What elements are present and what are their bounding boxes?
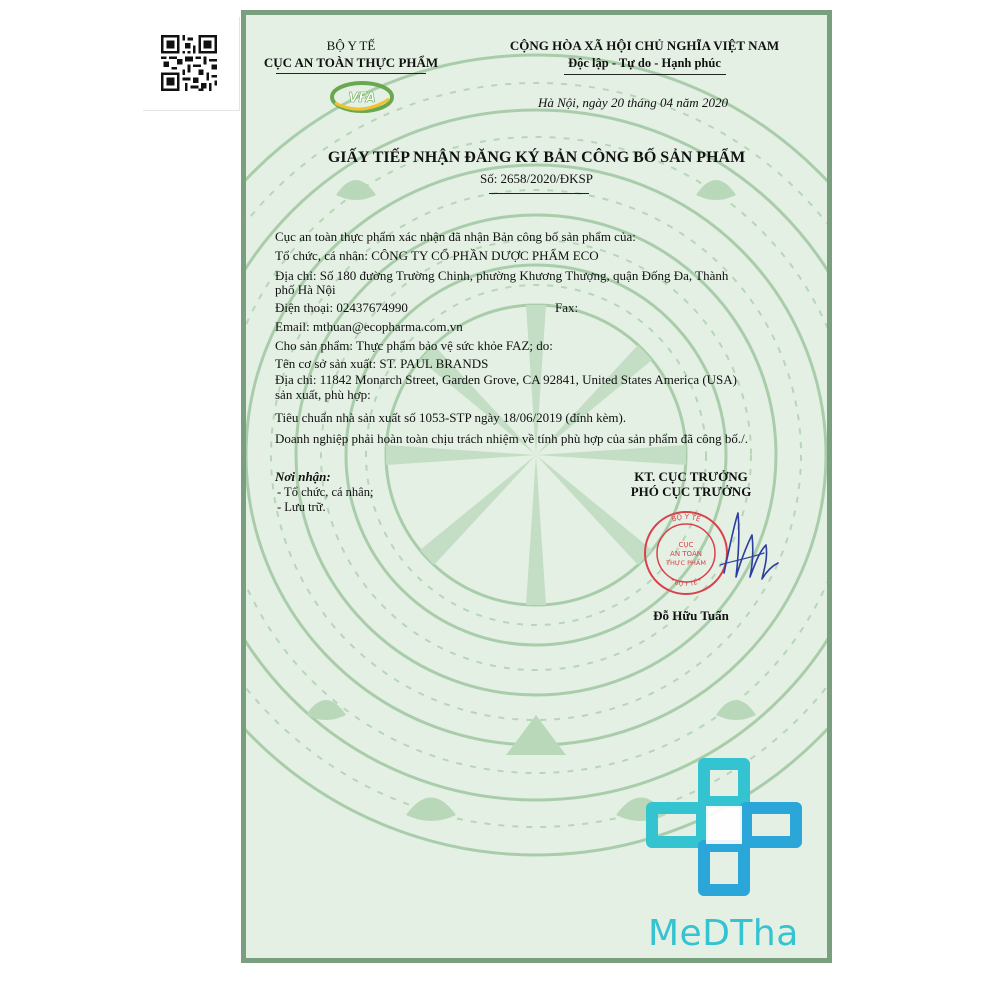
- seal-center-line-3: THỰC PHẨM: [666, 559, 706, 567]
- issue-date: Hà Nội, ngày 20 tháng 04 năm 2020: [538, 95, 728, 110]
- qr-code-icon: [161, 35, 217, 91]
- seal-center-line-2: AN TOÀN: [670, 550, 702, 558]
- vfa-logo-icon: [329, 79, 395, 115]
- signatory-title: KT. CỤC TRƯỞNG: [634, 469, 748, 484]
- manufacturer-text: Tên cơ sở sản xuất: ST. PAUL BRANDS: [275, 356, 489, 371]
- seal-ring-top-text: BỘ Y TẾ: [670, 512, 702, 524]
- seal-center-line-1: CỤC: [678, 541, 694, 549]
- organization-text: Tổ chức, cá nhân: CÔNG TY CỔ PHẦN DƯỢC PHẨM ECO: [275, 248, 599, 263]
- manufacturer-address-line-2: sản xuất, phù hợp:: [275, 387, 371, 402]
- recipient-item: - Lưu trữ.: [277, 500, 326, 514]
- medtha-brand-text: MeDTha: [648, 913, 799, 954]
- recipients-heading: Nơi nhận:: [275, 469, 331, 484]
- address-line-2: phố Hà Nội: [275, 282, 336, 297]
- department-name: CỤC AN TOÀN THỰC PHẨM: [263, 55, 439, 70]
- signatory-name: Đỗ Hữu Tuấn: [653, 608, 729, 623]
- qr-code-panel: [143, 17, 240, 111]
- motto-underline: [564, 74, 726, 75]
- responsibility-text: Doanh nghiệp phải hoàn toàn chịu trách nhiệm về tính phù hợp của sản phẩm đã công bố./.: [275, 431, 748, 446]
- document-number: Số: 2658/2020/ĐKSP: [479, 171, 594, 186]
- address-line-1: Địa chỉ: Số 180 đường Trường Chinh, phường Khương Thượng, quận Đống Đa, Thành: [275, 268, 729, 283]
- standard-text: Tiêu chuẩn nhà sản xuất số 1053-STP ngày 18/06/2019 (đính kèm).: [275, 410, 627, 425]
- handwritten-signature-icon: [712, 505, 782, 595]
- seal-ring-bottom-text: * BỘ Y TẾ *: [668, 577, 704, 588]
- svg-text:* BỘ Y TẾ *: [669, 577, 703, 588]
- email-text: Email: mthuan@ecopharma.com.vn: [275, 319, 463, 334]
- number-underline: [489, 193, 589, 194]
- country-name: CỘNG HÒA XÃ HỘI CHỦ NGHĨA VIỆT NAM: [509, 38, 780, 53]
- department-underline: [276, 73, 426, 74]
- certificate-document: [241, 10, 832, 963]
- vfa-logo-text: VFA: [348, 91, 376, 106]
- recipient-item: - Tổ chức, cá nhân;: [277, 485, 374, 499]
- product-text: Cho sản phẩm: Thực phẩm bảo vệ sức khỏe FAZ; do:: [275, 338, 553, 353]
- phone-text: Điện thoại: 02437674990: [275, 300, 408, 315]
- manufacturer-address-line-1: Địa chỉ: 11842 Monarch Street, Garden Grove, CA 92841, United States America (USA): [275, 372, 738, 387]
- intro-text: Cục an toàn thực phẩm xác nhận đã nhận Bản công bố sản phẩm của:: [275, 229, 636, 244]
- signatory-position: PHÓ CỤC TRƯỞNG: [630, 484, 752, 499]
- fax-text: Fax:: [555, 300, 579, 315]
- document-title: GIẤY TIẾP NHẬN ĐĂNG KÝ BẢN CÔNG BỐ SẢN PHẨM: [327, 149, 746, 166]
- medtha-cross-logo-icon: [644, 750, 804, 898]
- national-motto: Độc lập - Tự do - Hạnh phúc: [568, 56, 721, 70]
- ministry-name: BỘ Y TẾ: [326, 38, 376, 53]
